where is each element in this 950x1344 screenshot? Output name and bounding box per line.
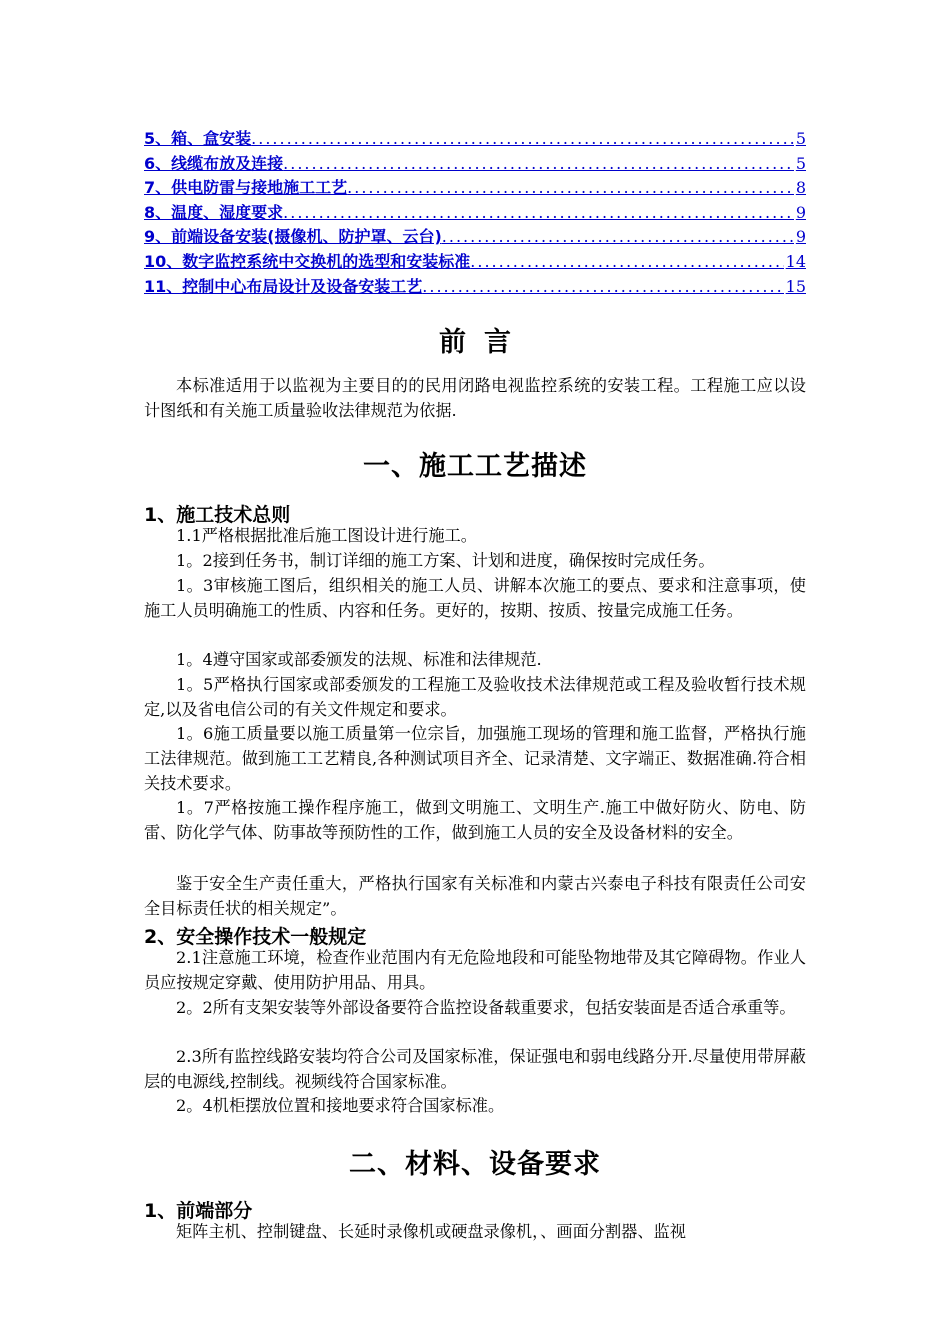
paragraph-1-7: 1。7严格按施工操作程序施工，做到文明施工、文明生产.施工中做好防火、防电、防雷、防化学气体、防事故等预防性的工作，做到施工人员的安全及设备材料的安全。 bbox=[144, 798, 806, 842]
toc-entry-switch-selection[interactable] bbox=[144, 250, 806, 275]
subsection-2-1-heading: 1、前端部分 bbox=[144, 1200, 253, 1222]
toc-entry-control-center[interactable] bbox=[144, 275, 806, 300]
toc-leader-dots bbox=[283, 201, 794, 226]
toc-entry-box-installation[interactable] bbox=[144, 127, 806, 152]
section-2-heading: 二、材料、设备要求 bbox=[349, 1149, 601, 1180]
toc-entry-title: 6、线缆布放及连接 bbox=[144, 153, 284, 173]
toc-page-number: 5 bbox=[795, 153, 806, 173]
paragraph-2-1: 2.1注意施工环境，检查作业范围内有无危险地段和可能坠物地带及其它障碍物。作业人员应按规定穿戴、使用防护用品、用具。 bbox=[144, 948, 806, 992]
preface-text: 本标准适用于以监视为主要目的的民用闭路电视监控系统的安装工程。工程施工应以设计图纸和有关施工质量验收法律规范为依据. bbox=[144, 376, 806, 420]
toc-page-number: 15 bbox=[785, 276, 806, 296]
paragraph-2-4: 2。4机柜摆放位置和接地要求符合国家标准。 bbox=[176, 1096, 505, 1115]
toc-page-number: 5 bbox=[795, 129, 806, 148]
paragraph-1-6: 1。6施工质量要以施工质量第一位宗旨，加强施工现场的管理和施工监督，严格执行施工法律规范。做到施工工艺精良,各种测试项目齐全、记录清楚、文字端正、数据准确.符合相关技术要求。 bbox=[144, 724, 806, 793]
toc-entry-title: 9、前端设备安装(摄像机、防护罩、云台) bbox=[144, 227, 442, 247]
paragraph-3-1: 矩阵主机、控制键盘、长延时录像机或硬盘录像机，、画面分割器、监视 bbox=[176, 1222, 686, 1241]
toc-entry-lightning-grounding[interactable] bbox=[144, 176, 806, 201]
subsection-1-2-heading: 2、安全操作技术一般规定 bbox=[144, 926, 367, 948]
paragraph-1-3: 1。3审核施工图后，组织相关的施工人员、讲解本次施工的要点、要求和注意事项，使施工人员明确施工的性质、内容和任务。更好的，按期、按质、按量完成施工任务。 bbox=[144, 576, 806, 620]
toc-leader-dots bbox=[251, 127, 794, 152]
toc-entry-title: 5、箱、盒安装 bbox=[144, 129, 252, 148]
toc-page-number: 8 bbox=[795, 178, 806, 198]
toc-entry-cable-laying[interactable] bbox=[144, 152, 806, 177]
subsection-1-1-heading: 1、施工技术总则 bbox=[144, 504, 291, 526]
preface-heading: 前言 bbox=[439, 327, 529, 358]
toc-page-number: 9 bbox=[795, 227, 806, 247]
paragraph-1-1: 1.1严格根据批准后施工图设计进行施工。 bbox=[176, 526, 477, 545]
toc-entry-title: 8、温度、湿度要求 bbox=[144, 202, 284, 222]
paragraph-2-2: 2。2所有支架安装等外部设备要符合监控设备载重要求，包括安装面是否适合承重等。 bbox=[176, 998, 796, 1017]
toc-leader-dots bbox=[283, 152, 794, 177]
section-1-heading: 一、施工工艺描述 bbox=[363, 451, 587, 482]
toc-leader-dots bbox=[347, 176, 794, 201]
toc-page-number: 9 bbox=[795, 202, 806, 222]
paragraph-1-8: 鉴于安全生产责任重大，严格执行国家有关标准和内蒙古兴泰电子科技有限责任公司安全目标责任状的相关规定”。 bbox=[144, 874, 806, 918]
paragraph-1-5: 1。5严格执行国家或部委颁发的工程施工及验收技术法律规范或工程及验收暂行技术规定,以及省电信公司的有关文件规定和要求。 bbox=[144, 675, 806, 719]
toc-entry-temperature-humidity[interactable] bbox=[144, 201, 806, 226]
paragraph-2-3: 2.3所有监控线路安装均符合公司及国家标准，保证强电和弱电线路分开.尽量使用带屏蔽层的电源线,控制线。视频线符合国家标准。 bbox=[144, 1047, 806, 1091]
paragraph-1-2: 1。2接到任务书，制订详细的施工方案、计划和进度，确保按时完成任务。 bbox=[176, 551, 715, 570]
table-of-contents bbox=[144, 127, 806, 299]
toc-leader-dots bbox=[422, 275, 783, 300]
paragraph-1-4: 1。4遵守国家或部委颁发的法规、标准和法律规范. bbox=[176, 650, 542, 669]
toc-leader-dots bbox=[442, 225, 794, 250]
toc-page-number: 14 bbox=[785, 251, 806, 271]
toc-entry-title: 10、数字监控系统中交换机的选型和安装标准 bbox=[144, 251, 471, 271]
toc-leader-dots bbox=[470, 250, 783, 275]
toc-entry-frontend-equipment[interactable] bbox=[144, 225, 806, 250]
toc-entry-title: 7、供电防雷与接地施工工艺 bbox=[144, 178, 348, 198]
toc-entry-title: 11、控制中心布局设计及设备安装工艺 bbox=[144, 276, 423, 296]
